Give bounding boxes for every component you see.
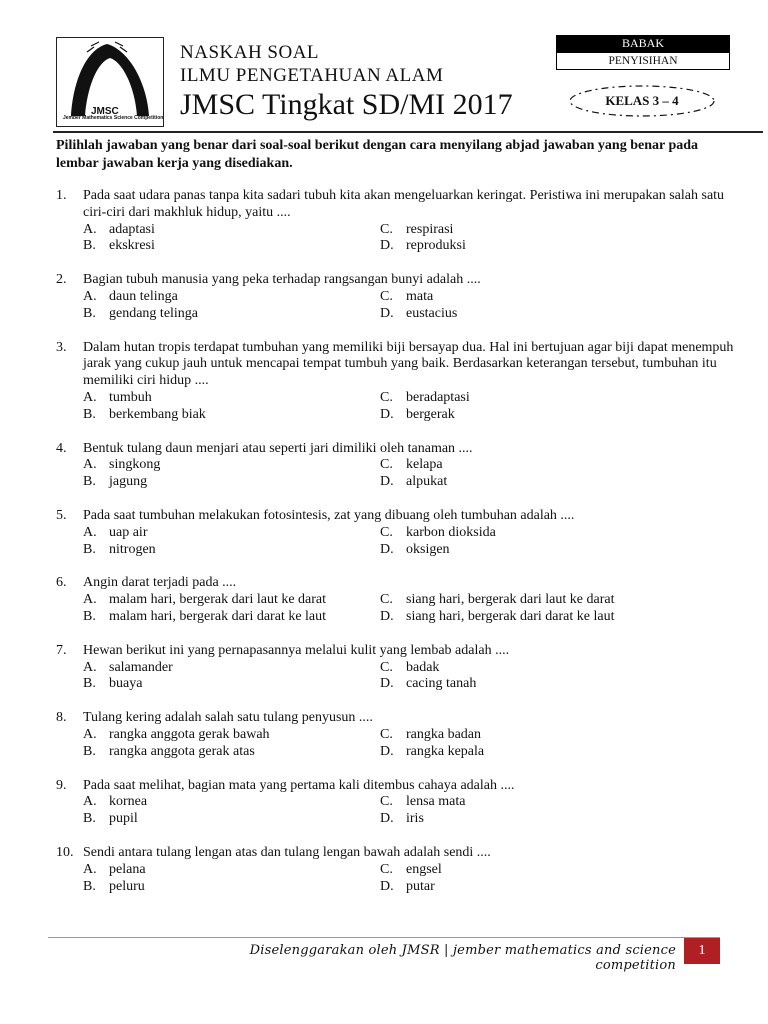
option-text: respirasi	[406, 221, 454, 237]
option-letter: D.	[380, 608, 394, 624]
option-letter: A.	[83, 794, 97, 810]
option-letter: B.	[83, 474, 96, 490]
answer-option	[380, 457, 677, 474]
option-text: pelana	[109, 861, 146, 877]
answer-option	[83, 407, 380, 424]
option-text: gendang telinga	[109, 305, 199, 321]
answer-option	[83, 592, 380, 609]
option-text: beradaptasi	[406, 389, 470, 405]
option-row	[83, 238, 736, 255]
option-letter: C.	[380, 592, 393, 608]
option-letter: D.	[380, 305, 394, 321]
option-letter: C.	[380, 726, 393, 742]
logo-subtitle: Jember Mathematics Science Competition	[63, 115, 164, 121]
answer-option	[83, 862, 380, 879]
option-text: oksigen	[406, 541, 450, 557]
option-row	[83, 609, 736, 626]
answer-option	[380, 676, 677, 693]
option-text: peluru	[109, 878, 145, 894]
option-text: siang hari, bergerak dari darat ke laut	[406, 608, 615, 624]
question-text: Sendi antara tulang lengan atas dan tulang lengan bawah adalah sendi ....	[83, 844, 491, 860]
option-letter: B.	[83, 541, 96, 557]
option-row	[83, 794, 736, 811]
babak-value: PENYISIHAN	[556, 52, 730, 70]
option-row	[83, 676, 736, 693]
option-text: reproduksi	[406, 238, 466, 254]
option-letter: C.	[380, 659, 393, 675]
option-text: kelapa	[406, 457, 443, 473]
option-letter: D.	[380, 406, 394, 422]
option-text: badak	[406, 659, 440, 675]
option-letter: B.	[83, 811, 96, 827]
option-row	[83, 660, 736, 677]
option-text: malam hari, bergerak dari darat ke laut	[109, 608, 327, 624]
answer-option	[380, 811, 677, 828]
instructions: Pilihlah jawaban yang benar dari soal-soal berikut dengan cara menyilang abjad jawaban yang benar pada lembar jawaban kerja yang disediakan.	[56, 138, 699, 171]
answer-options	[83, 794, 736, 828]
question-row	[56, 340, 736, 390]
question-number: 10.	[56, 844, 74, 860]
question-number: 2.	[56, 272, 67, 288]
header-line-naskah: NASKAH SOAL	[180, 42, 320, 63]
option-text: jagung	[109, 474, 148, 490]
option-letter: B.	[83, 608, 96, 624]
option-text: iris	[406, 811, 424, 827]
answer-options	[83, 727, 736, 761]
question-3	[56, 340, 736, 424]
question-text: Bagian tubuh manusia yang peka terhadap rangsangan bunyi adalah ....	[83, 272, 481, 288]
question-7	[56, 643, 736, 693]
answer-options	[83, 457, 736, 491]
question-4	[56, 441, 736, 491]
option-letter: B.	[83, 238, 96, 254]
option-letter: C.	[380, 861, 393, 877]
option-text: buaya	[109, 676, 143, 692]
option-letter: D.	[380, 474, 394, 490]
option-row	[83, 525, 736, 542]
question-9	[56, 778, 736, 828]
option-text: tumbuh	[109, 389, 152, 405]
option-text: berkembang biak	[109, 406, 206, 422]
option-letter: A.	[83, 221, 97, 237]
question-text: Bentuk tulang daun menjari atau seperti jari dimiliki oleh tanaman ....	[83, 440, 473, 456]
answer-option	[380, 609, 677, 626]
option-letter: D.	[380, 878, 394, 894]
kelas-label: KELAS 3 – 4	[605, 93, 679, 108]
question-number: 8.	[56, 710, 67, 726]
answer-option	[83, 727, 380, 744]
option-text: putar	[406, 878, 435, 894]
option-row	[83, 542, 736, 559]
option-letter: D.	[380, 541, 394, 557]
option-text: malam hari, bergerak dari laut ke darat	[109, 592, 327, 608]
option-row	[83, 727, 736, 744]
option-letter: B.	[83, 305, 96, 321]
answer-option	[380, 744, 677, 761]
option-letter: C.	[380, 457, 393, 473]
question-number: 7.	[56, 642, 67, 658]
option-letter: C.	[380, 389, 393, 405]
answer-option	[380, 222, 677, 239]
option-letter: B.	[83, 743, 96, 759]
answer-option	[380, 390, 677, 407]
option-letter: C.	[380, 221, 393, 237]
option-row	[83, 222, 736, 239]
question-row	[56, 508, 736, 525]
option-letter: C.	[380, 794, 393, 810]
option-text: uap air	[109, 524, 148, 540]
option-row	[83, 407, 736, 424]
option-text: mata	[406, 288, 434, 304]
option-letter: A.	[83, 389, 97, 405]
answer-option	[83, 744, 380, 761]
option-text: rangka anggota gerak bawah	[109, 726, 270, 742]
answer-option	[380, 660, 677, 677]
question-text: Pada saat melihat, bagian mata yang pertama kali ditembus cahaya adalah ....	[83, 777, 515, 793]
question-text: Pada saat tumbuhan melakukan fotosintesis, zat yang dibuang oleh tumbuhan adalah ....	[83, 507, 575, 523]
answer-option	[83, 457, 380, 474]
answer-option	[380, 306, 677, 323]
question-row	[56, 272, 736, 289]
option-text: daun telinga	[109, 288, 178, 304]
answer-option	[83, 289, 380, 306]
answer-option	[83, 222, 380, 239]
answer-option	[83, 676, 380, 693]
header-divider	[53, 131, 763, 133]
answer-options	[83, 525, 736, 559]
option-letter: D.	[380, 743, 394, 759]
option-text: rangka anggota gerak atas	[109, 743, 255, 759]
option-row	[83, 879, 736, 896]
question-number: 4.	[56, 440, 67, 456]
answer-option	[83, 794, 380, 811]
option-letter: B.	[83, 878, 96, 894]
question-row	[56, 575, 736, 592]
question-text: Tulang kering adalah salah satu tulang penyusun ....	[83, 710, 373, 726]
option-letter: C.	[380, 524, 393, 540]
option-text: karbon dioksida	[406, 524, 496, 540]
option-letter: A.	[83, 592, 97, 608]
question-row	[56, 845, 736, 862]
answer-options	[83, 592, 736, 626]
kelas-badge	[568, 84, 716, 118]
option-text: adaptasi	[109, 221, 155, 237]
answer-option	[380, 474, 677, 491]
option-text: bergerak	[406, 406, 455, 422]
question-number: 6.	[56, 575, 67, 591]
question-row	[56, 643, 736, 660]
option-letter: C.	[380, 288, 393, 304]
option-row	[83, 592, 736, 609]
question-5	[56, 508, 736, 558]
answer-options	[83, 390, 736, 424]
option-text: siang hari, bergerak dari laut ke darat	[406, 592, 615, 608]
footer-text: Diselenggarakan oleh JMSR | jember mathematics and science competition	[249, 943, 676, 973]
option-letter: A.	[83, 457, 97, 473]
answer-option	[380, 238, 677, 255]
option-row	[83, 862, 736, 879]
option-row	[83, 474, 736, 491]
option-letter: A.	[83, 288, 97, 304]
option-text: alpukat	[406, 474, 448, 490]
option-text: singkong	[109, 457, 161, 473]
option-letter: A.	[83, 659, 97, 675]
question-text: Hewan berikut ini yang pernapasannya melalui kulit yang lembab adalah ....	[83, 642, 510, 658]
question-1	[56, 188, 736, 255]
answer-option	[83, 879, 380, 896]
answer-option	[83, 238, 380, 255]
logo-text: JMSC	[91, 106, 119, 117]
answer-option	[380, 862, 677, 879]
question-text: Dalam hutan tropis terdapat tumbuhan yang memiliki biji bersayap dua. Hal ini bertujuan agar biji dapat menempuh jarak yang cukup jauh untuk mencapai tempat tumbuh yang baik. Berdasarkan keterangan tersebut, tumbuhan itu memiliki ciri hidup ....	[83, 339, 734, 389]
answer-option	[83, 474, 380, 491]
page-title: JMSC Tingkat SD/MI 2017	[180, 88, 513, 121]
answer-option	[380, 879, 677, 896]
option-row	[83, 744, 736, 761]
babak-label: BABAK	[556, 35, 730, 52]
option-text: eustacius	[406, 305, 458, 321]
answer-option	[83, 390, 380, 407]
option-text: lensa mata	[406, 794, 466, 810]
answer-option	[380, 727, 677, 744]
question-text: Pada saat udara panas tanpa kita sadari tubuh kita akan mengeluarkan keringat. Peristiwa ini merupakan salah satu ciri-ciri dari makhluk hidup, yaitu ....	[83, 188, 725, 220]
question-row	[56, 710, 736, 727]
question-8	[56, 710, 736, 760]
jmsc-logo	[56, 37, 164, 127]
option-text: engsel	[406, 861, 442, 877]
answer-option	[380, 592, 677, 609]
option-text: pupil	[109, 811, 138, 827]
answer-options	[83, 862, 736, 896]
page-number: 1	[684, 938, 720, 964]
option-letter: B.	[83, 406, 96, 422]
question-list	[56, 188, 736, 912]
answer-option	[83, 811, 380, 828]
answer-option	[380, 525, 677, 542]
question-number: 1.	[56, 188, 67, 203]
answer-options	[83, 660, 736, 694]
answer-option	[380, 794, 677, 811]
option-letter: A.	[83, 861, 97, 877]
question-10	[56, 845, 736, 895]
option-letter: A.	[83, 726, 97, 742]
option-letter: D.	[380, 676, 394, 692]
option-text: kornea	[109, 794, 148, 810]
answer-option	[83, 609, 380, 626]
answer-option	[380, 542, 677, 559]
option-row	[83, 289, 736, 306]
header-line-subject: ILMU PENGETAHUAN ALAM	[180, 65, 444, 86]
option-text: rangka kepala	[406, 743, 485, 759]
footer-divider	[48, 937, 720, 938]
question-number: 9.	[56, 777, 67, 793]
answer-options	[83, 222, 736, 256]
logo-arch-icon	[57, 38, 163, 126]
option-text: nitrogen	[109, 541, 156, 557]
option-text: cacing tanah	[406, 676, 477, 692]
question-6	[56, 575, 736, 625]
option-text: salamander	[109, 659, 173, 675]
answer-option	[83, 306, 380, 323]
option-row	[83, 390, 736, 407]
option-letter: A.	[83, 524, 97, 540]
answer-option	[83, 542, 380, 559]
answer-option	[83, 525, 380, 542]
question-number: 3.	[56, 339, 67, 355]
option-row	[83, 811, 736, 828]
option-text: ekskresi	[109, 238, 155, 254]
option-row	[83, 457, 736, 474]
option-row	[83, 306, 736, 323]
question-row	[56, 188, 736, 222]
option-text: rangka badan	[406, 726, 482, 742]
question-number: 5.	[56, 507, 67, 523]
question-row	[56, 778, 736, 795]
answer-option	[380, 289, 677, 306]
question-row	[56, 441, 736, 458]
answer-option	[83, 660, 380, 677]
option-letter: B.	[83, 676, 96, 692]
question-text: Angin darat terjadi pada ....	[83, 575, 237, 591]
question-2	[56, 272, 736, 322]
option-letter: D.	[380, 238, 394, 254]
answer-option	[380, 407, 677, 424]
answer-options	[83, 289, 736, 323]
option-letter: D.	[380, 811, 394, 827]
